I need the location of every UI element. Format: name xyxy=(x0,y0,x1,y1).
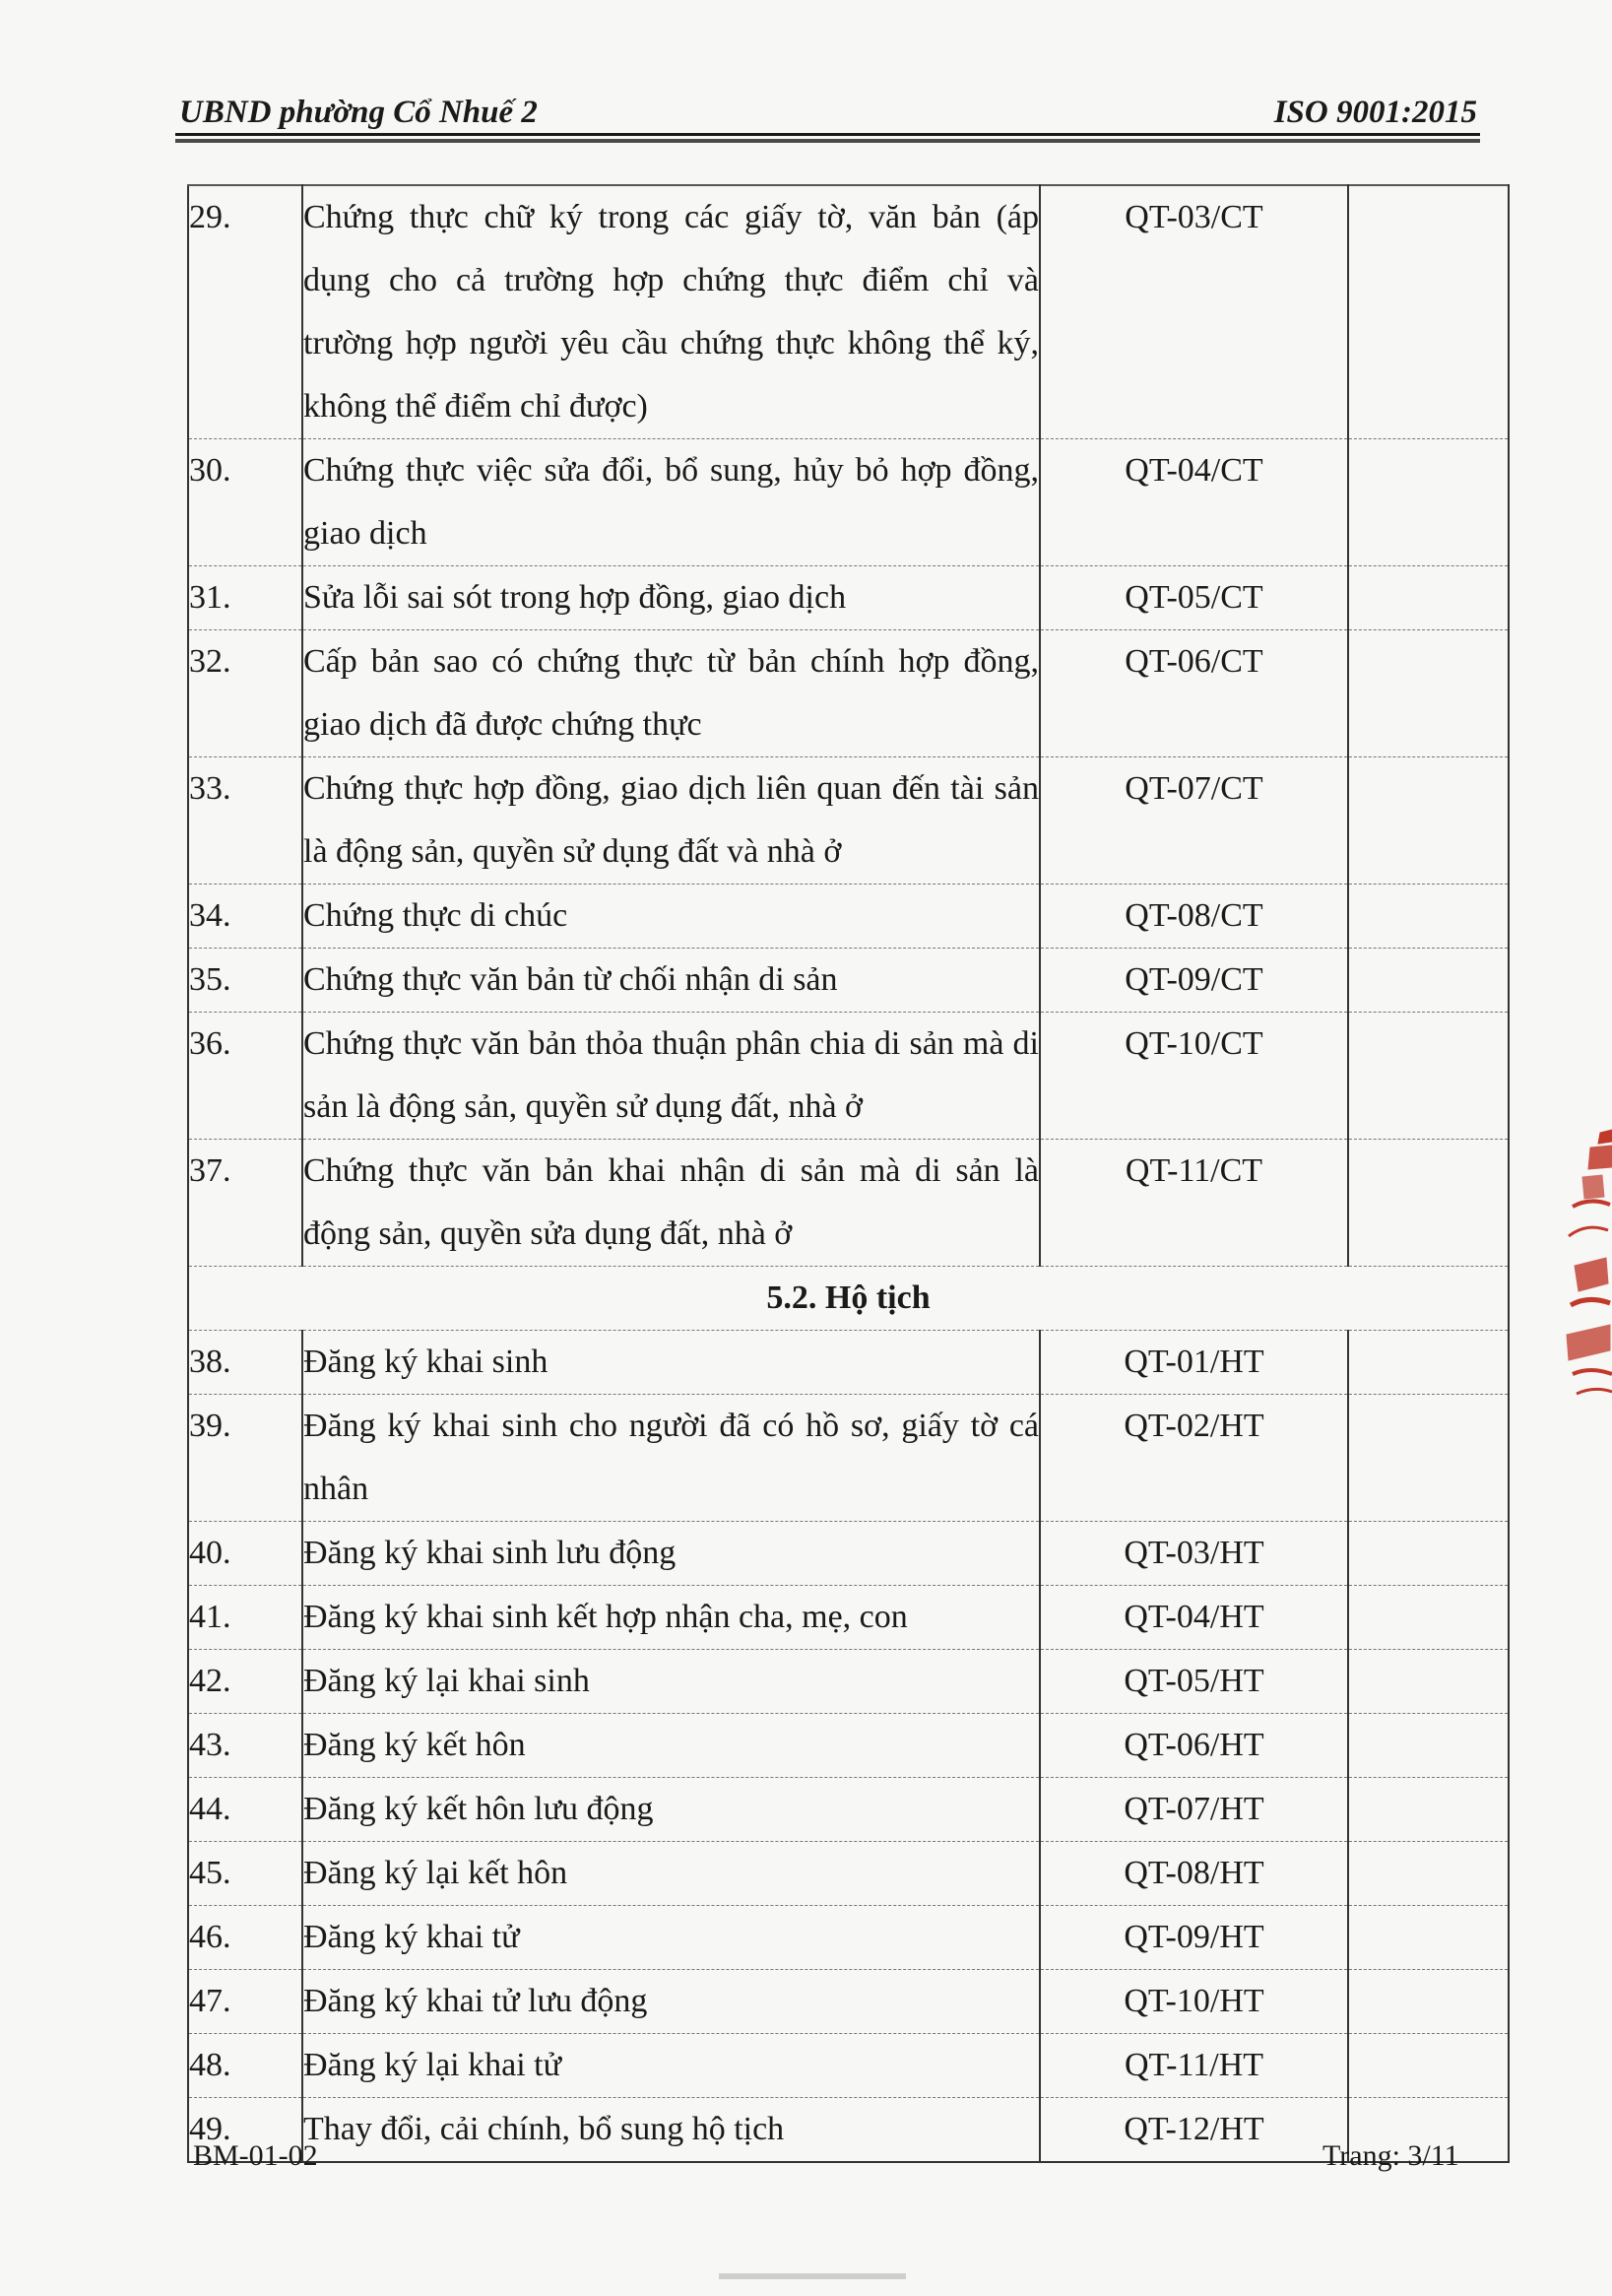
procedure-code: QT-05/HT xyxy=(1040,1650,1348,1714)
header-rule-thick xyxy=(175,139,1480,143)
notes-cell xyxy=(1348,2034,1509,2098)
notes-cell xyxy=(1348,1778,1509,1842)
table-row xyxy=(188,1970,1509,2034)
procedure-name: Đăng ký khai tử lưu động xyxy=(302,1970,1040,2034)
table-row xyxy=(188,1140,1509,1267)
table-row xyxy=(188,2034,1509,2098)
notes-cell xyxy=(1348,885,1509,949)
notes-cell xyxy=(1348,1650,1509,1714)
table-row xyxy=(188,630,1509,757)
table-row xyxy=(188,2098,1509,2163)
notes-cell xyxy=(1348,566,1509,630)
table-row xyxy=(188,1586,1509,1650)
table-row xyxy=(188,1906,1509,1970)
table-row xyxy=(188,1778,1509,1842)
row-number: 38. xyxy=(188,1331,302,1395)
notes-cell xyxy=(1348,1842,1509,1906)
procedure-code: QT-10/CT xyxy=(1040,1013,1348,1140)
procedure-code: QT-04/CT xyxy=(1040,439,1348,566)
notes-cell xyxy=(1348,1586,1509,1650)
row-number: 46. xyxy=(188,1906,302,1970)
row-number: 37. xyxy=(188,1140,302,1267)
procedure-table-body xyxy=(188,185,1509,2162)
table-row xyxy=(188,1013,1509,1140)
procedure-code: QT-10/HT xyxy=(1040,1970,1348,2034)
procedure-name: Chứng thực việc sửa đổi, bổ sung, hủy bỏ hợp đồng, giao dịch xyxy=(302,439,1040,566)
row-number: 45. xyxy=(188,1842,302,1906)
procedure-name: Chứng thực chữ ký trong các giấy tờ, văn bản (áp dụng cho cả trường hợp chứng thực điểm chỉ và trường hợp người yêu cầu chứng thực không thể ký, không thể điểm chỉ được) xyxy=(302,185,1040,439)
form-code: BM-01-02 xyxy=(193,2139,318,2172)
procedure-name: Đăng ký khai sinh kết hợp nhận cha, mẹ, con xyxy=(302,1586,1040,1650)
row-number: 31. xyxy=(188,566,302,630)
table-row xyxy=(188,1395,1509,1522)
procedure-name: Chứng thực văn bản từ chối nhận di sản xyxy=(302,949,1040,1013)
table-row xyxy=(188,185,1509,439)
procedure-name: Đăng ký lại khai sinh xyxy=(302,1650,1040,1714)
procedure-name: Chứng thực văn bản khai nhận di sản mà di sản là động sản, quyền sửa dụng đất, nhà ở xyxy=(302,1140,1040,1267)
procedure-name: Chứng thực di chúc xyxy=(302,885,1040,949)
row-number: 47. xyxy=(188,1970,302,2034)
notes-cell xyxy=(1348,949,1509,1013)
procedure-code: QT-02/HT xyxy=(1040,1395,1348,1522)
scan-artifact xyxy=(719,2267,906,2285)
procedure-code: QT-11/CT xyxy=(1040,1140,1348,1267)
procedure-code: QT-03/CT xyxy=(1040,185,1348,439)
table-row xyxy=(188,885,1509,949)
page-number: Trang: 3/11 xyxy=(1322,2139,1459,2172)
row-number: 49. xyxy=(188,2098,302,2163)
procedure-code: QT-11/HT xyxy=(1040,2034,1348,2098)
procedure-code: QT-06/HT xyxy=(1040,1714,1348,1778)
row-number: 40. xyxy=(188,1522,302,1586)
procedure-code: QT-04/HT xyxy=(1040,1586,1348,1650)
row-number: 35. xyxy=(188,949,302,1013)
procedure-code: QT-03/HT xyxy=(1040,1522,1348,1586)
header-rule xyxy=(175,133,1480,136)
procedure-name: Đăng ký lại khai tử xyxy=(302,2034,1040,2098)
procedure-name: Sửa lỗi sai sót trong hợp đồng, giao dịch xyxy=(302,566,1040,630)
table-row xyxy=(188,757,1509,885)
row-number: 29. xyxy=(188,185,302,439)
procedure-name: Đăng ký khai sinh xyxy=(302,1331,1040,1395)
row-number: 36. xyxy=(188,1013,302,1140)
procedure-code: QT-09/HT xyxy=(1040,1906,1348,1970)
notes-cell xyxy=(1348,1331,1509,1395)
table-row xyxy=(188,1650,1509,1714)
page-header xyxy=(175,91,1477,134)
procedure-name: Đăng ký khai tử xyxy=(302,1906,1040,1970)
table-row xyxy=(188,566,1509,630)
table-row xyxy=(188,439,1509,566)
header-iso-standard: ISO 9001:2015 xyxy=(1273,95,1477,130)
notes-cell xyxy=(1348,439,1509,566)
row-number: 30. xyxy=(188,439,302,566)
notes-cell xyxy=(1348,1013,1509,1140)
procedure-code: QT-05/CT xyxy=(1040,566,1348,630)
procedure-name: Đăng ký kết hôn lưu động xyxy=(302,1778,1040,1842)
procedure-name: Đăng ký kết hôn xyxy=(302,1714,1040,1778)
row-number: 43. xyxy=(188,1714,302,1778)
notes-cell xyxy=(1348,757,1509,885)
procedure-name: Cấp bản sao có chứng thực từ bản chính hợp đồng, giao dịch đã được chứng thực xyxy=(302,630,1040,757)
procedure-name: Đăng ký khai sinh cho người đã có hồ sơ, giấy tờ cá nhân xyxy=(302,1395,1040,1522)
row-number: 41. xyxy=(188,1586,302,1650)
row-number: 42. xyxy=(188,1650,302,1714)
row-number: 32. xyxy=(188,630,302,757)
row-number: 33. xyxy=(188,757,302,885)
section-title: 5.2. Hộ tịch xyxy=(188,1267,1509,1331)
red-stamp-fragment xyxy=(1561,1128,1612,1413)
table-row xyxy=(188,1714,1509,1778)
procedure-code: QT-07/HT xyxy=(1040,1778,1348,1842)
notes-cell xyxy=(1348,1714,1509,1778)
procedure-code: QT-09/CT xyxy=(1040,949,1348,1013)
procedure-table xyxy=(187,184,1510,2163)
notes-cell xyxy=(1348,1395,1509,1522)
procedure-code: QT-07/CT xyxy=(1040,757,1348,885)
row-number: 44. xyxy=(188,1778,302,1842)
procedure-name: Chứng thực hợp đồng, giao dịch liên quan đến tài sản là động sản, quyền sử dụng đất và nhà ở xyxy=(302,757,1040,885)
procedure-name: Đăng ký khai sinh lưu động xyxy=(302,1522,1040,1586)
header-organization: UBND phường Cổ Nhuế 2 xyxy=(179,95,538,130)
procedure-name: Chứng thực văn bản thỏa thuận phân chia di sản mà di sản là động sản, quyền sử dụng đất, nhà ở xyxy=(302,1013,1040,1140)
procedure-name: Đăng ký lại kết hôn xyxy=(302,1842,1040,1906)
row-number: 34. xyxy=(188,885,302,949)
table-row xyxy=(188,1331,1509,1395)
procedure-code: QT-08/CT xyxy=(1040,885,1348,949)
row-number: 39. xyxy=(188,1395,302,1522)
table-row xyxy=(188,1842,1509,1906)
procedure-name: Thay đổi, cải chính, bổ sung hộ tịch xyxy=(302,2098,1040,2163)
section-row xyxy=(188,1267,1509,1331)
procedure-code: QT-06/CT xyxy=(1040,630,1348,757)
procedure-code: QT-12/HT xyxy=(1040,2098,1348,2163)
procedure-code: QT-01/HT xyxy=(1040,1331,1348,1395)
table-row xyxy=(188,949,1509,1013)
notes-cell xyxy=(1348,1522,1509,1586)
notes-cell xyxy=(1348,1970,1509,2034)
notes-cell xyxy=(1348,185,1509,439)
notes-cell xyxy=(1348,1140,1509,1267)
notes-cell xyxy=(1348,630,1509,757)
row-number: 48. xyxy=(188,2034,302,2098)
notes-cell xyxy=(1348,1906,1509,1970)
table-row xyxy=(188,1522,1509,1586)
procedure-code: QT-08/HT xyxy=(1040,1842,1348,1906)
